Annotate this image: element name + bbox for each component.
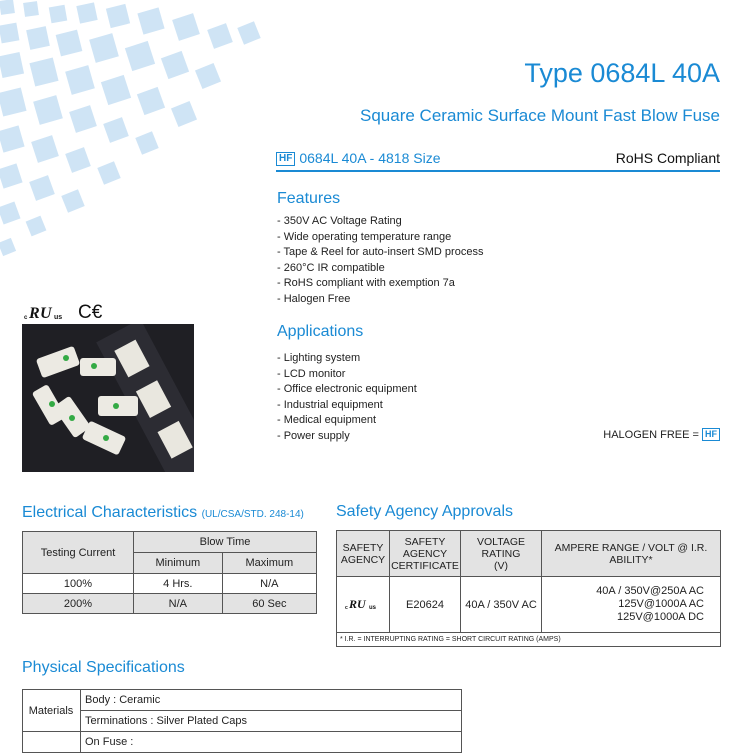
- list-item: - Lighting system: [277, 352, 361, 364]
- materials-label: Materials: [23, 690, 81, 732]
- col-minimum: Minimum: [134, 553, 223, 574]
- list-item: - RoHS compliant with exemption 7a: [277, 277, 455, 289]
- table-row: [23, 574, 317, 594]
- cell-certificate: E20624: [390, 577, 461, 633]
- hf-badge: HF: [276, 152, 295, 166]
- cell-min: N/A: [134, 594, 223, 614]
- cell-agency: [337, 577, 390, 633]
- list-item: - Industrial equipment: [277, 398, 383, 411]
- list-item: - Power supply: [277, 429, 350, 442]
- table-row: [23, 711, 462, 732]
- col-testing-current: Testing Current: [23, 532, 134, 574]
- col-blow-time: Blow Time: [134, 532, 317, 553]
- cell-max: N/A: [222, 574, 316, 594]
- col-voltage-rating: [461, 531, 542, 577]
- svg-text:c: c: [24, 315, 28, 321]
- ce-mark-icon: [76, 300, 106, 322]
- product-subtitle: Square Ceramic Surface Mount Fast Blow Fuse: [360, 106, 720, 125]
- product-title: Type 0684L 40A: [524, 58, 720, 88]
- on-fuse-spec: On Fuse :: [81, 732, 462, 753]
- product-photo: [22, 324, 194, 472]
- list-item: - Halogen Free: [277, 292, 351, 305]
- applications-list: [277, 351, 417, 444]
- size-line: [276, 150, 720, 172]
- cell-range: [542, 577, 721, 633]
- col-voltage-unit: (V): [494, 559, 508, 572]
- col-ampere-range: AMPERE RANGE / VOLT @ I.R. ABILITY*: [542, 531, 721, 577]
- decorative-square-pattern: [0, 0, 280, 280]
- list-item: - LCD monitor: [277, 367, 346, 380]
- safety-table: [336, 530, 721, 647]
- list-item: - 260°C IR compatible: [277, 261, 385, 274]
- certification-marks: [24, 300, 106, 322]
- electrical-table: [22, 531, 317, 614]
- features-heading: Features: [277, 190, 341, 207]
- svg-text:R: R: [29, 305, 40, 322]
- cell-voltage: 40A / 350V AC: [461, 577, 542, 633]
- safety-heading: Safety Agency Approvals: [336, 503, 513, 520]
- terminations-spec: Terminations : Silver Plated Caps: [81, 711, 462, 732]
- svg-text:C€: C€: [78, 302, 103, 322]
- list-item: - Medical equipment: [277, 414, 377, 426]
- cell-current: 200%: [23, 594, 134, 614]
- rohs-compliant-label: RoHS Compliant: [615, 150, 720, 166]
- col-maximum: Maximum: [222, 553, 316, 574]
- halogen-free-label: HALOGEN FREE =: [603, 429, 699, 441]
- size-text: 0684L 40A - 4818 Size: [299, 150, 441, 166]
- list-item: - Wide operating temperature range: [277, 230, 452, 243]
- svg-text:us: us: [54, 314, 63, 321]
- ul-recognized-icon: [24, 300, 72, 322]
- col-safety-agency: SAFETY AGENCY: [337, 531, 390, 577]
- list-item: - 350V AC Voltage Rating: [277, 215, 402, 227]
- range-line: 125V@1000A AC: [618, 598, 704, 610]
- physical-table: [22, 689, 462, 753]
- features-list: [277, 214, 483, 307]
- marking-label: [23, 732, 81, 753]
- table-row: [23, 690, 462, 711]
- table-row: [23, 732, 462, 753]
- electrical-heading-note: (UL/CSA/STD. 248-14): [201, 509, 304, 520]
- table-row: [23, 594, 317, 614]
- list-item: - Tape & Reel for auto-insert SMD process: [277, 246, 484, 258]
- safety-footnote: * I.R. = INTERRUPTING RATING = SHORT CIRCUIT RATING (AMPS): [337, 633, 721, 647]
- body-spec: Body : Ceramic: [81, 690, 462, 711]
- physical-heading: Physical Specifications: [22, 659, 185, 676]
- table-row: [337, 577, 721, 633]
- svg-text:us: us: [369, 605, 377, 611]
- col-voltage-label: VOLTAGE RATING: [476, 535, 526, 560]
- cell-current: 100%: [23, 574, 134, 594]
- range-line: 40A / 350V@250A AC: [596, 585, 704, 597]
- col-safety-certificate: SAFETY AGENCY CERTIFICATE: [390, 531, 461, 577]
- halogen-free-note: [603, 428, 720, 441]
- svg-text:c: c: [345, 605, 348, 611]
- svg-text:U: U: [40, 305, 52, 322]
- applications-heading: Applications: [277, 323, 364, 340]
- cell-max: 60 Sec: [222, 594, 316, 614]
- svg-text:RU: RU: [349, 597, 366, 611]
- list-item: - Office electronic equipment: [277, 383, 417, 395]
- ul-recognized-icon: [345, 594, 381, 612]
- electrical-heading-text: Electrical Characteristics: [22, 504, 198, 521]
- hf-badge-small: HF: [702, 428, 720, 441]
- electrical-characteristics-heading: [22, 504, 304, 522]
- cell-min: 4 Hrs.: [134, 574, 223, 594]
- range-line: 125V@1000A DC: [616, 611, 704, 623]
